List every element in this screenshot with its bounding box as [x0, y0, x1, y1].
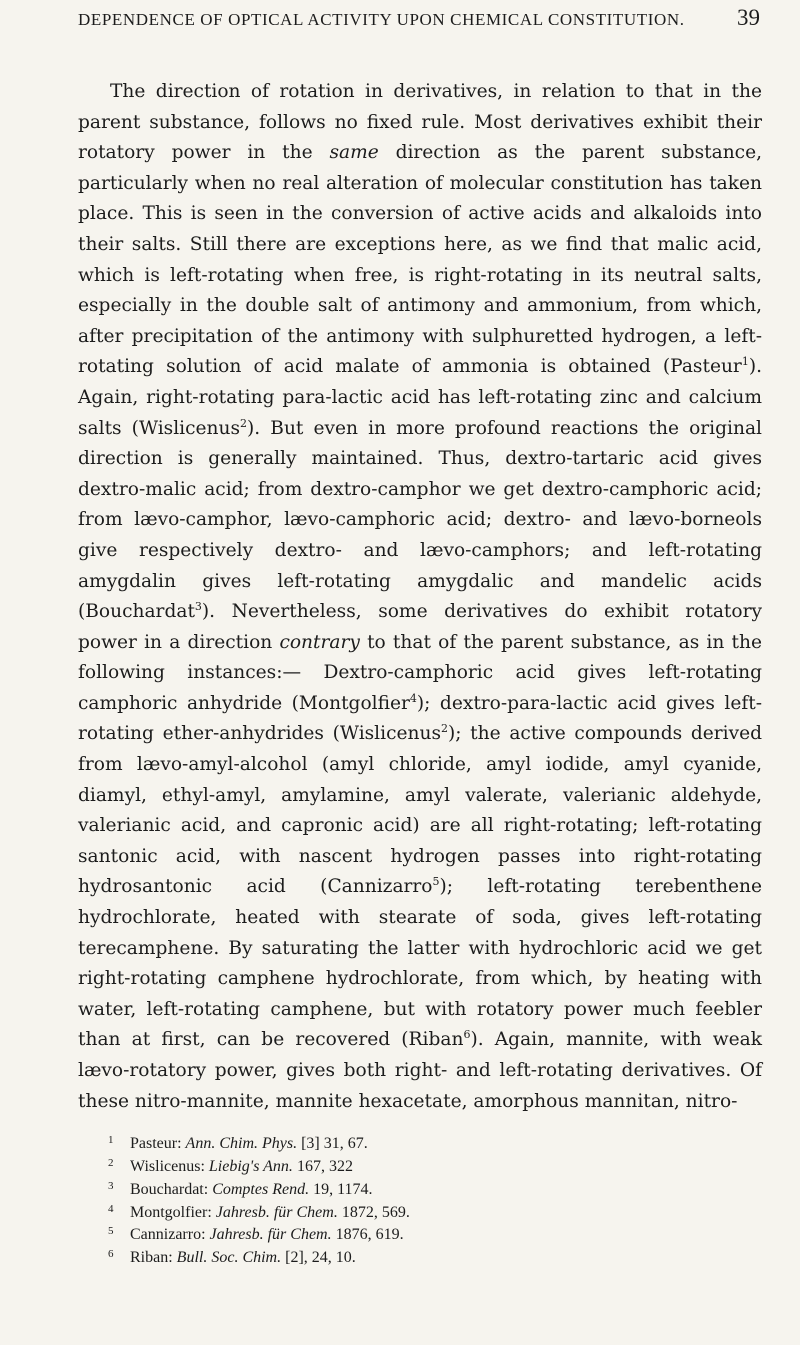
- footnote-journal: Bull. Soc. Chim.: [176, 1249, 282, 1267]
- footnote-ref-text: [3] 31, 67.: [297, 1135, 368, 1153]
- footnote-author: Cannizarro:: [130, 1226, 210, 1244]
- text-run: to that of the parent substance, as in the following instances:— Dextro-camphoric acid gives left-rotating camphoric anhydride (Montgolfier: [78, 631, 763, 714]
- footnote: [108, 1200, 762, 1223]
- footnote-ref: 1: [741, 355, 749, 369]
- footnote-ref-text: 19, 1174.: [309, 1180, 373, 1198]
- footnote-author: Riban:: [130, 1249, 177, 1267]
- footnote-author: Wislicenus:: [130, 1157, 209, 1175]
- text-run: ); the active compounds derived from lævo-amyl-alcohol (amyl chloride, amyl iodide, amyl cyanide, diamyl, ethyl-amyl, amylamine, amyl valerate, valerianic aldehyde, valerianic acid, and capronic acid) are all right-rotating; left-rotating santonic acid, with nascent hydrogen passes into right-rotating hydrosantonic acid (Cannizarro: [78, 723, 762, 898]
- footnote-journal: Liebig's Ann.: [208, 1157, 293, 1175]
- footnote-number: 4: [108, 1202, 114, 1215]
- footnote-journal: Comptes Rend.: [212, 1180, 310, 1198]
- text-run: ). Again, mannite, with weak lævo-rotatory power, gives both right- and left-rotating derivatives. Of these nitro-mannite, mannite hexacetate, amorphous mannitan, nitro-: [78, 1029, 762, 1112]
- footnote-author: Montgolfier:: [130, 1203, 216, 1221]
- footnote-author: Bouchardat:: [130, 1180, 213, 1198]
- text-run: ). Nevertheless, some derivatives do exhibit rotatory power in a direction: [78, 601, 762, 653]
- footnote-author: Pasteur:: [130, 1135, 186, 1153]
- footnote-journal: Jahresb. für Chem.: [215, 1203, 338, 1221]
- footnote-ref-text: 167, 322: [292, 1157, 353, 1175]
- footnote-ref: 4: [409, 691, 417, 705]
- footnote-number: 3: [108, 1179, 114, 1192]
- footnote: [108, 1245, 762, 1268]
- footnote: [108, 1131, 762, 1154]
- emphasis-same: same: [329, 142, 379, 164]
- text-run: The direction of rotation in derivatives, in relation to that in the parent substance, follows no fixed rule. Most derivatives exhibit their rotatory power in the: [78, 81, 762, 164]
- footnote-journal: Ann. Chim. Phys.: [185, 1135, 298, 1153]
- paragraph: [78, 77, 762, 1117]
- footnote-number: 1: [108, 1134, 114, 1147]
- text-run: ). Again, right-rotating para-lactic acid has left-rotating zinc and calcium salts (Wislicenus: [78, 356, 762, 439]
- running-title: DEPENDENCE OF OPTICAL ACTIVITY UPON CHEMICAL CONSTITUTION.: [78, 10, 685, 29]
- text-run: ). But even in more profound reactions the original direction is generally maintained. Thus, dextro-tartaric acid gives dextro-malic acid; from dextro-camphor we get dextro-camphoric acid; from lævo-camphor, lævo-camphoric acid; dextro- and lævo-borneols give respectively dextro- and lævo-camphors; and left-rotating amygdalin gives left-rotating amygdalic and mandelic acids (Bouchardat: [78, 417, 762, 623]
- running-header: [40, 0, 762, 40]
- text-run: direction as the parent substance, particularly when no real alteration of molecular constitution has taken place. This is seen in the conversion of active acids and alkaloids into their salts. Still there are exceptions here, as we find that malic acid, which is left-rotating when free, is right-rotating in its neutral salts, especially in the double salt of antimony and ammonium, from which, after precipitation of the antimony with sulphuretted hydrogen, a left-rotating solution of acid malate of ammonia is obtained (Pasteur: [78, 142, 762, 378]
- footnote-ref: 2: [440, 722, 448, 736]
- footnote: [108, 1222, 762, 1245]
- footnote-ref: 3: [194, 599, 202, 613]
- footnote-ref: 2: [240, 416, 248, 430]
- footnote-number: 6: [108, 1248, 114, 1261]
- footnote: [108, 1177, 762, 1200]
- footnote-number: 2: [108, 1156, 114, 1169]
- text-run: ); left-rotating terebenthene hydrochlorate, heated with stearate of soda, gives left-rotating terecamphene. By saturating the latter with hydrochloric acid we get right-rotating camphene hydrochlorate, from which, by heating with water, left-rotating camphene, but with rotatory power much feebler than at first, can be recovered (Riban: [78, 876, 762, 1051]
- body-text: [40, 77, 762, 1117]
- emphasis-contrary: contrary: [279, 631, 360, 653]
- page-number: 39: [737, 5, 760, 30]
- footnote-ref: 5: [432, 875, 440, 889]
- footnote-journal: Jahresb. für Chem.: [209, 1226, 332, 1244]
- text-run: ); dextro-para-lactic acid gives left-rotating ether-anhydrides (Wislicenus: [78, 692, 762, 745]
- footnote-ref: 6: [463, 1028, 471, 1042]
- footnote-ref-text: [2], 24, 10.: [281, 1249, 356, 1267]
- footnote-ref-text: 1872, 569.: [337, 1203, 410, 1221]
- footnote-number: 5: [108, 1225, 114, 1238]
- footnote-ref-text: 1876, 619.: [331, 1226, 404, 1244]
- footnotes: [40, 1131, 762, 1268]
- footnote: [108, 1154, 762, 1177]
